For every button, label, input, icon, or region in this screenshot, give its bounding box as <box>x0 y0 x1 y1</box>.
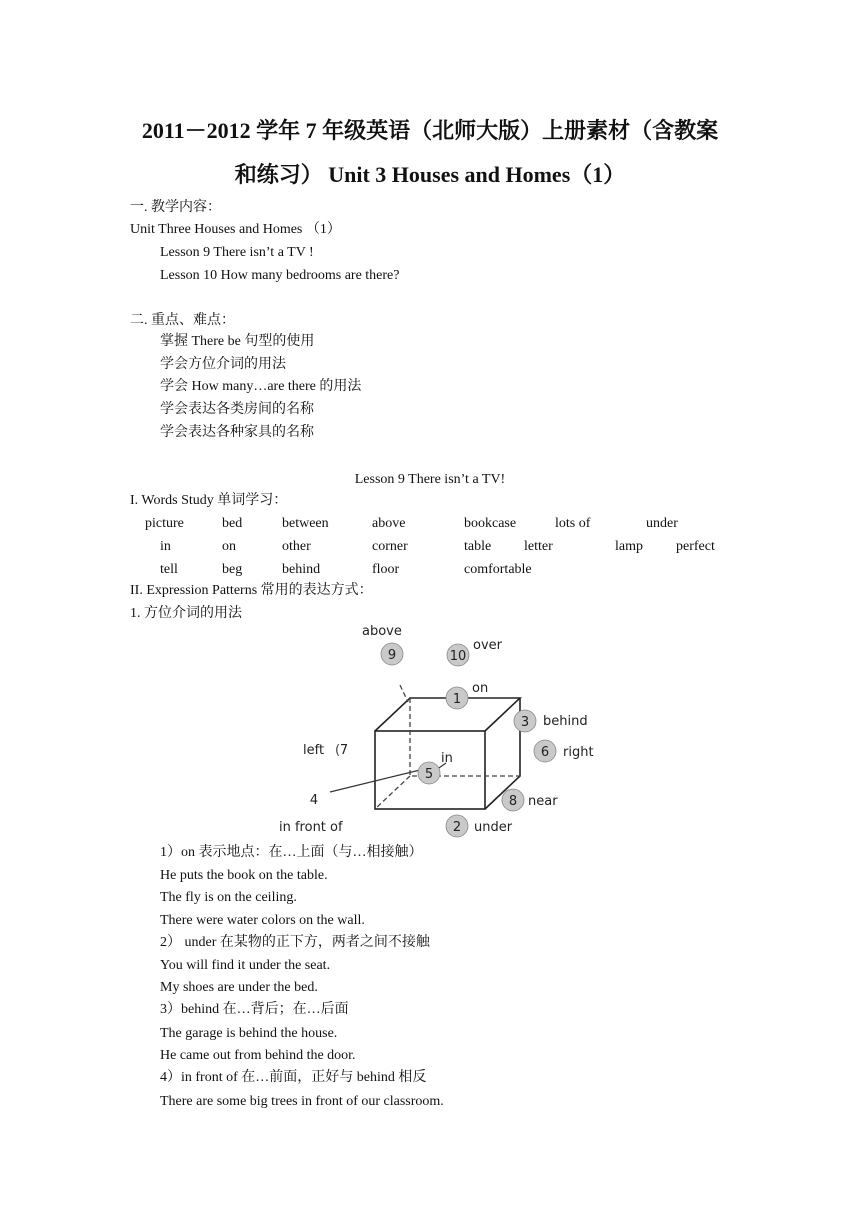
vocab-word: lamp <box>615 539 643 554</box>
key-point-item: 掌握 There be 句型的使用 <box>160 334 315 349</box>
document-title-line-1: 2011－2012 学年 7 年级英语（北师大版）上册素材（含教案 <box>141 118 719 143</box>
vocab-word: floor <box>372 562 400 577</box>
number-3: 3 <box>520 715 530 730</box>
number-2: 2 <box>452 820 462 835</box>
label-over: over <box>473 638 502 653</box>
vocab-word: corner <box>372 539 408 554</box>
vocab-word: bookcase <box>464 516 517 531</box>
label-under: under <box>474 820 513 835</box>
expression-patterns-heading: II. Expression Patterns 常用的表达方式： <box>130 583 373 598</box>
label-right: right <box>563 745 594 760</box>
note-line: 2） under 在某物的正下方，两者之间不接触 <box>160 935 430 950</box>
label-on: on <box>472 681 489 696</box>
key-point-item: 学会表达各种家具的名称 <box>160 425 314 440</box>
preposition-diagram <box>270 620 610 845</box>
label-near: near <box>528 794 558 809</box>
number-4: 4 <box>309 793 319 808</box>
vocab-word: picture <box>145 516 184 531</box>
vocab-word: other <box>282 539 311 554</box>
key-point-item: 学会表达各类房间的名称 <box>160 402 314 417</box>
section-1-heading: 一. 教学内容： <box>130 200 221 215</box>
note-line: He came out from behind the door. <box>160 1048 356 1063</box>
note-line: There are some big trees in front of our classroom. <box>160 1094 444 1109</box>
label-behind: behind <box>543 714 588 729</box>
note-line: 4）in front of 在…前面，正好与 behind 相反 <box>160 1070 427 1085</box>
label-above: above <box>362 624 402 639</box>
vocab-word: behind <box>282 562 321 577</box>
note-line: There were water colors on the wall. <box>160 913 365 928</box>
number-8: 8 <box>508 794 518 809</box>
vocab-word: above <box>372 516 406 531</box>
number-5: 5 <box>424 767 434 782</box>
vocab-word: perfect <box>676 539 715 554</box>
label-left: left <box>303 743 325 758</box>
lesson-item: Lesson 9 There isn’t a TV ! <box>160 245 314 260</box>
note-line: The fly is on the ceiling. <box>160 890 297 905</box>
number-1: 1 <box>452 692 462 707</box>
unit-title: Unit Three Houses and Homes （1） <box>130 222 341 237</box>
left-paren-glyph: ( <box>335 743 341 758</box>
label-in: in <box>441 751 453 766</box>
vocab-word: under <box>646 516 678 531</box>
vocab-word: tell <box>160 562 178 577</box>
note-line: The garage is behind the house. <box>160 1026 338 1041</box>
number-9: 9 <box>387 648 397 663</box>
note-line: My shoes are under the bed. <box>160 980 318 995</box>
number-7: 7 <box>339 743 349 758</box>
words-study-heading: I. Words Study 单词学习： <box>130 493 288 508</box>
lesson-9-title: Lesson 9 There isn’t a TV! <box>354 472 506 487</box>
vocab-word: table <box>464 539 492 554</box>
vocab-word: in <box>160 539 171 554</box>
note-line: He puts the book on the table. <box>160 868 328 883</box>
label-in-front-of: in front of <box>279 820 343 835</box>
vocab-word: on <box>222 539 236 554</box>
document-title-line-2: 和练习） Unit 3 Houses and Homes（1） <box>234 162 626 187</box>
vocab-word: comfortable <box>464 562 532 577</box>
section-2-heading: 二. 重点、难点： <box>130 313 235 328</box>
key-point-item: 学会 How many…are there 的用法 <box>160 379 362 394</box>
note-line: 3）behind 在…背后；在…后面 <box>160 1002 349 1017</box>
vocab-word: beg <box>222 562 243 577</box>
number-10: 10 <box>449 649 467 664</box>
vocab-word: lots of <box>555 516 591 531</box>
subsection-heading: 1. 方位介词的用法 <box>130 606 242 621</box>
vocab-word: between <box>282 516 329 531</box>
vocab-word: bed <box>222 516 243 531</box>
number-6: 6 <box>540 745 550 760</box>
note-line: You will find it under the seat. <box>160 958 331 973</box>
note-line: 1）on 表示地点：在…上面（与…相接触） <box>160 845 423 860</box>
vocab-word: letter <box>524 539 553 554</box>
key-point-item: 学会方位介词的用法 <box>160 357 286 372</box>
lesson-item: Lesson 10 How many bedrooms are there? <box>160 268 400 283</box>
